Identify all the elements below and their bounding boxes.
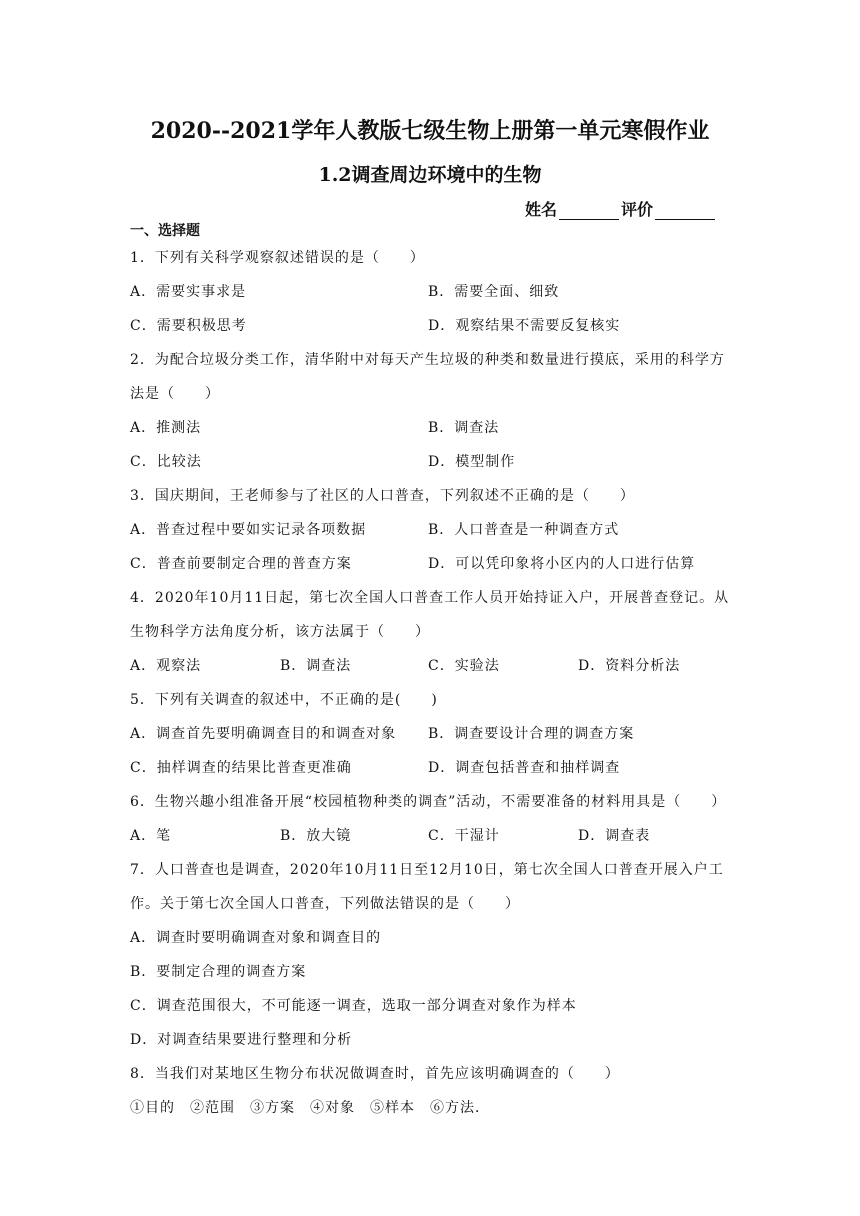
question-8: 8．当我们对某地区生物分布状况做调查时，首先应该明确调查的（ ）: [130, 1066, 620, 1082]
q3-option-c: C．普查前要制定合理的普查方案: [130, 556, 352, 572]
question-2-line-1: 2．为配合垃圾分类工作，清华附中对每天产生垃圾的种类和数量进行摸底，采用的科学方: [130, 352, 725, 368]
q1-option-d: D．观察结果不需要反复核实: [428, 318, 621, 334]
q7-option-b: B．要制定合理的调查方案: [130, 964, 307, 980]
q5-option-d: D．调查包括普查和抽样调查: [428, 760, 621, 776]
question-1: 1．下列有关科学观察叙述错误的是（ ）: [130, 250, 425, 266]
page-subtitle: 1.2调查周边环境中的生物: [318, 164, 542, 186]
question-4-line-1: 4．2020年10月11日起，第七次全国人口普查工作人员开始持证入户，开展普查登记。从: [130, 590, 730, 606]
q6-option-c: C．干湿计: [428, 828, 500, 844]
section-heading: 一、选择题: [130, 223, 200, 239]
q7-option-c: C．调查范围很大，不可能逐一调查，选取一部分调查对象作为样本: [130, 998, 577, 1014]
q6-option-a: A．笔: [130, 828, 172, 844]
name-label: 姓名: [525, 200, 558, 219]
q7-option-a: A．调查时要明确调查对象和调查目的: [130, 930, 382, 946]
q1-option-a: A．需要实事求是: [130, 284, 247, 300]
q2-option-c: C．比较法: [130, 454, 202, 470]
question-3: 3．国庆期间，王老师参与了社区的人口普查，下列叙述不正确的是（ ）: [130, 488, 635, 504]
name-grade-fields: [525, 197, 735, 220]
question-2-line-2: 法是（ ）: [130, 386, 220, 402]
q2-option-a: A．推测法: [130, 420, 202, 436]
q3-option-a: A．普查过程中要如实记录各项数据: [130, 522, 367, 538]
question-7-line-1: 7．人口普查也是调查，2020年10月11日至12月10日，第七次全国人口普查开展入户工: [130, 862, 724, 878]
question-8-choices: ①目的 ②范围 ③方案 ④对象 ⑤样本 ⑥方法．: [130, 1100, 490, 1116]
question-7-line-2: 作。关于第七次全国人口普查，下列做法错误的是（ ）: [130, 896, 520, 912]
grade-blank[interactable]: [655, 203, 715, 220]
question-4-line-2: 生物科学方法角度分析，该方法属于（ ）: [130, 624, 430, 640]
q7-option-d: D．对调查结果要进行整理和分析: [130, 1032, 353, 1048]
q4-option-d: D．资料分析法: [578, 658, 681, 674]
q5-option-b: B．调查要设计合理的调查方案: [428, 726, 635, 742]
q4-option-c: C．实验法: [428, 658, 500, 674]
q4-option-b: B．调查法: [280, 658, 352, 674]
q2-option-d: D．模型制作: [428, 454, 516, 470]
q1-option-c: C．需要积极思考: [130, 318, 247, 334]
q5-option-c: C．抽样调查的结果比普查更准确: [130, 760, 352, 776]
page-title: 2020--2021学年人教版七级生物上册第一单元寒假作业: [150, 118, 710, 144]
question-6: 6．生物兴趣小组准备开展“校园植物种类的调查”活动，不需要准备的材料用具是（ ）: [130, 794, 727, 810]
q2-option-b: B．调查法: [428, 420, 500, 436]
question-5: 5．下列有关调查的叙述中，不正确的是( ): [130, 692, 438, 708]
q3-option-d: D．可以凭印象将小区内的人口进行估算: [428, 556, 696, 572]
q3-option-b: B．人口普查是一种调查方式: [428, 522, 620, 538]
q6-option-b: B．放大镜: [280, 828, 352, 844]
name-blank[interactable]: [559, 203, 619, 220]
q5-option-a: A．调查首先要明确调查目的和调查对象: [130, 726, 397, 742]
q1-option-b: B．需要全面、细致: [428, 284, 560, 300]
grade-label: 评价: [621, 200, 654, 219]
q6-option-d: D．调查表: [578, 828, 651, 844]
q4-option-a: A．观察法: [130, 658, 202, 674]
